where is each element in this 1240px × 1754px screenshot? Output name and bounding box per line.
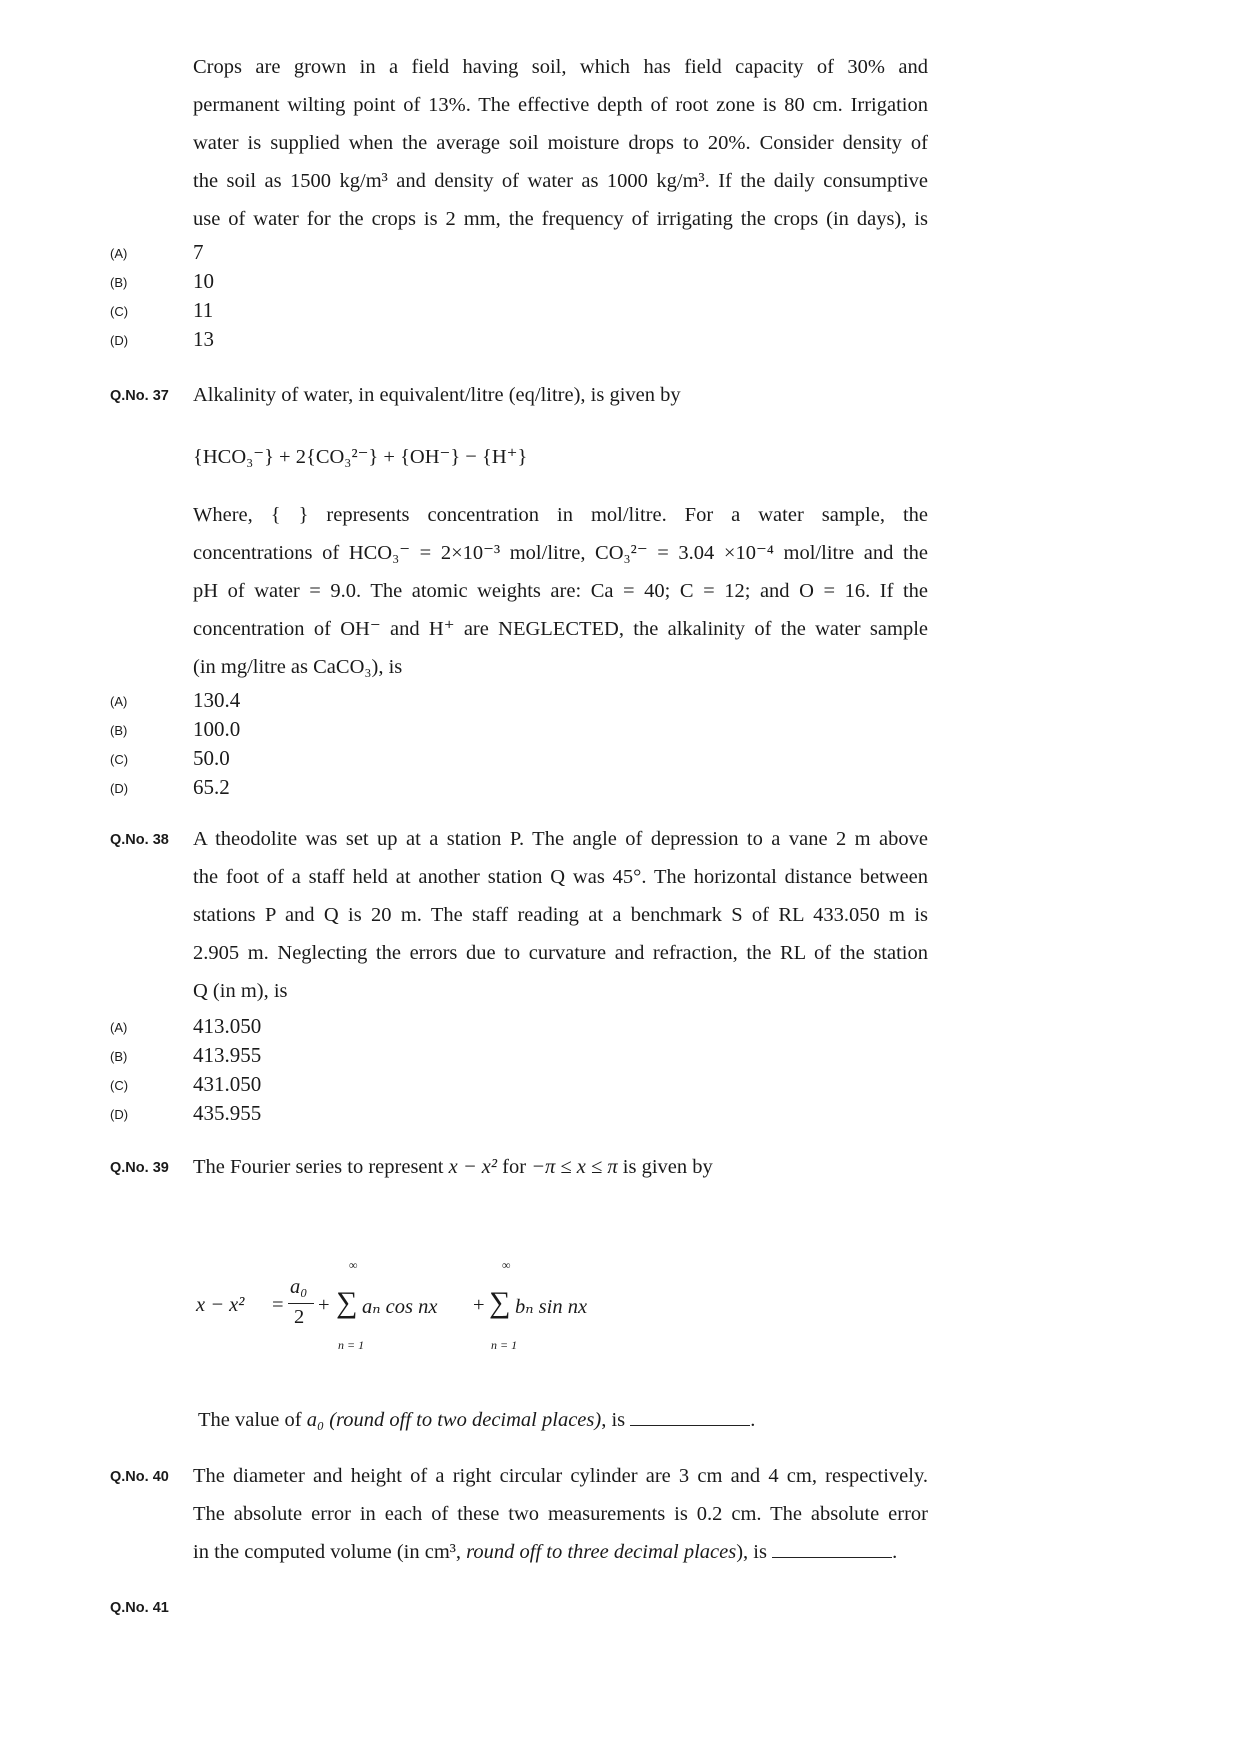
q38-option-value: 435.955 [193, 1101, 262, 1125]
q36-option-value: 10 [193, 269, 214, 293]
question-number: Q.No. 40 [110, 1469, 169, 1485]
q36-option-value: 13 [193, 327, 214, 351]
q36-option-label: (B) [110, 275, 128, 290]
q37-intro-text: Alkalinity of water, in equivalent/litre (eq/litre), is given by [193, 384, 681, 406]
q38-option-label: (D) [110, 1107, 129, 1122]
q40-stem [193, 1457, 928, 1571]
equation-plus: + [318, 1294, 330, 1316]
sine-term: bₙ sin nx [515, 1296, 588, 1318]
q37-line: concentrations of HCO₃⁻ = 2×10⁻³ mol/litre, CO₃²⁻ = 3.04 ×10⁻⁴ mol/litre and the [193, 542, 928, 564]
q37-option-label: (A) [110, 694, 128, 709]
q38-option-value: 413.955 [193, 1043, 262, 1067]
answer-blank[interactable] [772, 1539, 892, 1558]
fraction-bar [288, 1303, 314, 1304]
question-number: Q.No. 41 [110, 1600, 169, 1616]
q40-line3-prefix: in the computed volume (in cm³, [193, 1541, 462, 1563]
q40-line3: in the computed volume (in cm³, round off to three decimal places), is . [193, 1541, 898, 1563]
q39-question-note: (round off to two decimal places) [329, 1409, 602, 1431]
q36-stem [193, 48, 928, 238]
sum-lower-limit: n = 1 [491, 1338, 518, 1352]
q39-intro [193, 1156, 713, 1179]
equation-lhs [196, 1294, 244, 1317]
equation-plus: + [473, 1294, 485, 1316]
fraction-denominator: 2 [294, 1306, 305, 1328]
q36-option-label: (C) [110, 304, 129, 319]
q37-option-label: (D) [110, 781, 129, 796]
sum-lower-limit: n = 1 [338, 1338, 365, 1352]
q36-line: use of water for the crops is 2 mm, the frequency of irrigating the crops (in days), is [193, 208, 928, 230]
q37-option-value: 130.4 [193, 688, 241, 712]
q39-intro-suffix: is given by [622, 1156, 713, 1178]
question-number: Q.No. 37 [110, 388, 169, 404]
equation-equals: = [272, 1294, 284, 1316]
q39-intro-range: −π ≤ x ≤ π [531, 1156, 618, 1178]
q38-option-label: (B) [110, 1049, 128, 1064]
sum-symbol: ∑ [336, 1286, 358, 1319]
q37-option-value: 100.0 [193, 717, 241, 741]
q38-option-label: (C) [110, 1078, 129, 1093]
q40-line: The diameter and height of a right circular cylinder are 3 cm and 4 cm, respectively. [193, 1465, 928, 1487]
q36-option-label: (D) [110, 333, 129, 348]
q38-line: stations P and Q is 20 m. The staff reading at a benchmark S of RL 433.050 m is [193, 904, 928, 926]
q36-line: the soil as 1500 kg/m³ and density of water as 1000 kg/m³. If the daily consumptive [193, 170, 928, 192]
q37-line: (in mg/litre as CaCO₃), is [193, 656, 403, 678]
q39-question-suffix: , is [601, 1409, 626, 1431]
q36-line: water is supplied when the average soil moisture drops to 20%. Consider density of [193, 132, 928, 154]
q38-line: Q (in m), is [193, 980, 288, 1002]
q39-intro-mid: for [502, 1156, 527, 1178]
q36-option-value: 11 [193, 298, 214, 322]
cosine-term: aₙ cos nx [362, 1296, 438, 1318]
q39-question-prefix: The value of [198, 1409, 302, 1431]
q40-line3-note: round off to three decimal places [466, 1541, 737, 1563]
q38-option-value: 431.050 [193, 1072, 262, 1096]
q37-stem [193, 496, 928, 686]
q38-option-value: 413.050 [193, 1014, 262, 1038]
q37-option-label: (B) [110, 723, 128, 738]
q36-option-label: (A) [110, 246, 128, 261]
q37-option-label: (C) [110, 752, 129, 767]
sum-symbol: ∑ [489, 1286, 511, 1319]
q38-stem [193, 820, 928, 1010]
q40-line3-suffix: ), is [736, 1541, 767, 1563]
q38-line: the foot of a staff held at another station Q was 45°. The horizontal distance between [193, 866, 928, 888]
q36-line: Crops are grown in a field having soil, which has field capacity of 30% and [193, 56, 928, 78]
fraction-numerator: a₀ [290, 1276, 308, 1298]
q37-option-value: 50.0 [193, 746, 230, 770]
equation-lhs-text: x − x² [196, 1294, 245, 1316]
question-number: Q.No. 39 [110, 1160, 169, 1176]
q36-line: permanent wilting point of 13%. The effective depth of root zone is 80 cm. Irrigation [193, 94, 928, 116]
q38-line: 2.905 m. Neglecting the errors due to curvature and refraction, the RL of the station [193, 942, 928, 964]
answer-blank[interactable] [630, 1407, 750, 1426]
q36-option-value: 7 [193, 240, 204, 264]
question-number: Q.No. 38 [110, 832, 169, 848]
q39-intro-prefix: The Fourier series to represent [193, 1156, 444, 1178]
q40-line: The absolute error in each of these two measurements is 0.2 cm. The absolute error [193, 1503, 928, 1525]
sum-upper-limit: ∞ [502, 1258, 511, 1272]
q38-option-label: (A) [110, 1020, 128, 1035]
q37-line: concentration of OH⁻ and H⁺ are NEGLECTED, the alkalinity of the water sample [193, 618, 928, 640]
alkalinity-formula: {HCO₃⁻} + 2{CO₃²⁻} + {OH⁻} − {H⁺} [193, 446, 528, 468]
q39-question-var: a₀ [306, 1409, 325, 1431]
q37-intro [193, 376, 928, 414]
q38-line: A theodolite was set up at a station P. The angle of depression to a vane 2 m above [193, 828, 928, 850]
q37-line: Where, { } represents concentration in mol/litre. For a water sample, the [193, 504, 928, 526]
q39-question: The value of a₀ (round off to two decimal places), is . [198, 1409, 756, 1431]
q39-intro-expr: x − x² [448, 1156, 498, 1178]
sum-upper-limit: ∞ [349, 1258, 358, 1272]
q37-line: pH of water = 9.0. The atomic weights are: Ca = 40; C = 12; and O = 16. If the [193, 580, 928, 602]
q37-option-value: 65.2 [193, 775, 230, 799]
